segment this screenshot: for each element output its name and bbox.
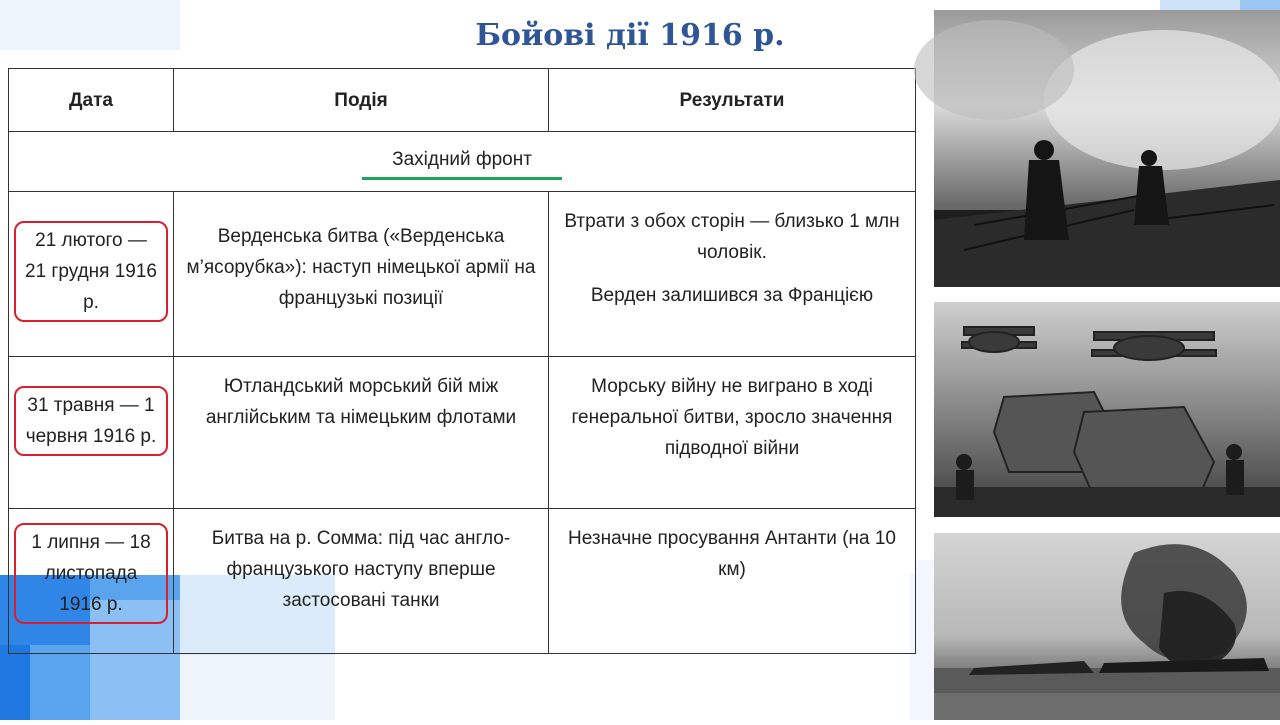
header-date: Дата [9, 69, 174, 132]
table-row [9, 509, 916, 654]
section-label: Західний фронт [392, 148, 532, 170]
events-table [8, 68, 914, 615]
decor-block [0, 0, 180, 50]
date-highlight: 1 липня — 18 листопада 1916 р. [14, 523, 168, 624]
date-cell [9, 192, 174, 357]
section-underline [362, 177, 562, 180]
date-cell [9, 509, 174, 654]
tanks-planes-illustration [934, 302, 1280, 517]
section-row [9, 132, 916, 192]
result-text: Втрати з обох сторін — близько 1 млн чоловік. [564, 211, 900, 263]
result-cell [549, 192, 916, 357]
decor-block [1160, 0, 1240, 10]
result-cell: Морську війну не виграно в ході генеральної битви, зросло значення підводної війни [549, 357, 916, 509]
tanks-planes-drawing [934, 302, 1280, 517]
header-results: Результати [549, 69, 916, 132]
table-row [9, 192, 916, 357]
naval-battle-photo [934, 533, 1280, 720]
section-cell [9, 132, 916, 192]
event-cell: Битва на р. Сомма: під час англо-французького наступу вперше застосовані танки [174, 509, 549, 654]
date-highlight: 21 лютого — 21 грудня 1916 р. [14, 221, 168, 322]
slide-title: Бойові дії 1916 р. [475, 18, 785, 53]
result-text: Верден залишився за Францією [590, 285, 874, 306]
table-row [9, 357, 916, 509]
date-highlight: 31 травня — 1 червня 1916 р. [14, 386, 168, 456]
header-event: Подія [174, 69, 549, 132]
decor-block [0, 645, 30, 720]
event-cell: Верденська битва («Верденська м’ясорубка»): наступ німецької армії на французькі позиції [174, 192, 549, 357]
table-header-row [9, 69, 916, 132]
decor-block [1240, 0, 1280, 10]
date-cell [9, 357, 174, 509]
naval-battle-image [934, 533, 1280, 720]
decor-block [180, 655, 335, 720]
event-cell: Ютландський морський бій між англійським та німецьким флотами [174, 357, 549, 509]
result-cell: Незначне просування Антанти (на 10 км) [549, 509, 916, 654]
battlefield-photo [934, 10, 1280, 287]
battlefield-illustration [934, 10, 1280, 287]
